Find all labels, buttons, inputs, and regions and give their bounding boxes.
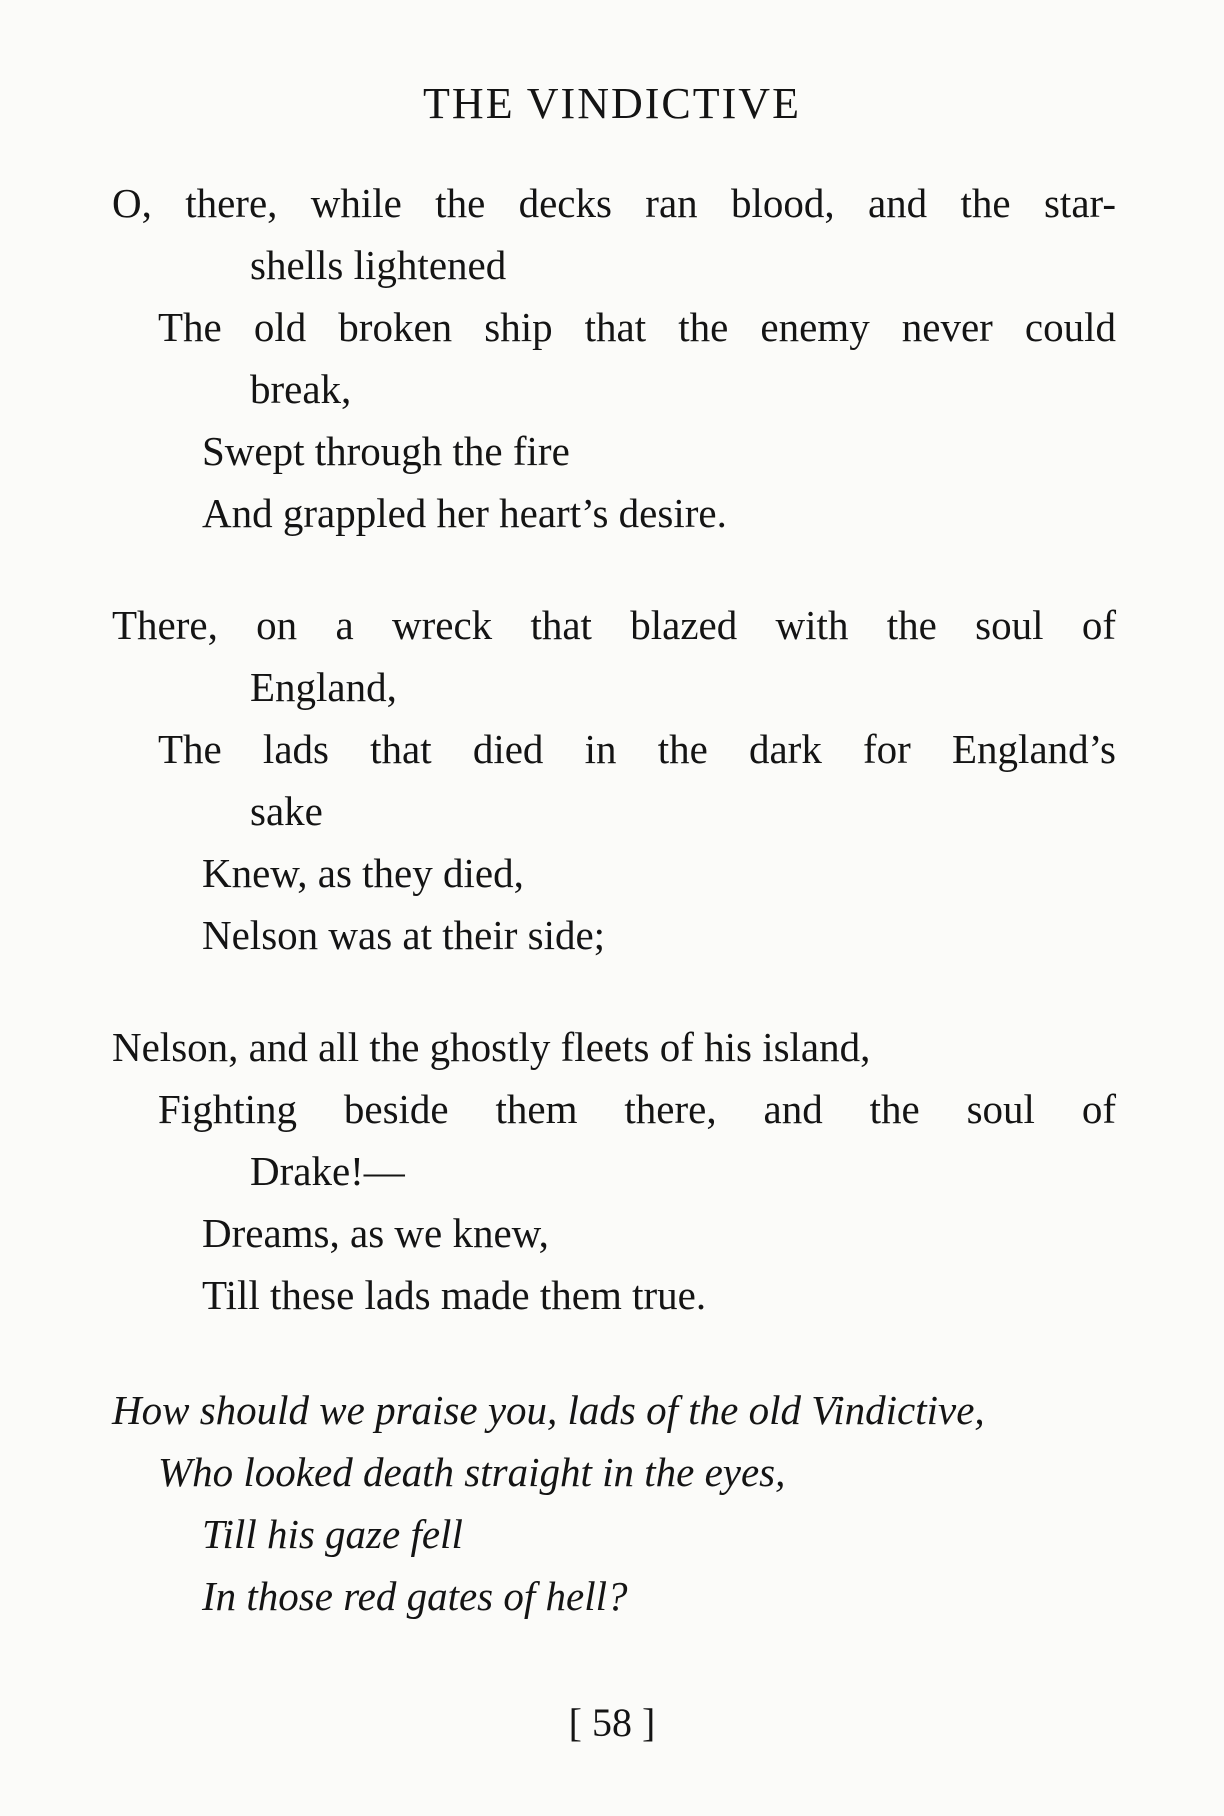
verse-line: sake bbox=[250, 788, 323, 834]
verse-line: And grappled her heart’s desire. bbox=[202, 490, 727, 536]
verse-line: Who looked death straight in the eyes, bbox=[158, 1449, 786, 1495]
verse-line: Drake!— bbox=[250, 1148, 405, 1194]
verse-line: Knew, as they died, bbox=[202, 850, 524, 896]
verse-line: Till these lads made them true. bbox=[202, 1272, 707, 1318]
verse-line: shells lightened bbox=[250, 242, 507, 288]
verse-line: The lads that died in the dark for England’s bbox=[158, 726, 1116, 772]
running-title: THE VINDICTIVE bbox=[423, 79, 801, 128]
verse-line: Nelson was at their side; bbox=[202, 912, 606, 958]
page-number: [ 58 ] bbox=[568, 1700, 656, 1745]
verse-line: How should we praise you, lads of the old Vindictive, bbox=[112, 1387, 985, 1433]
verse-line: Dreams, as we knew, bbox=[202, 1210, 549, 1256]
verse-line: break, bbox=[250, 366, 352, 412]
verse-line: Swept through the fire bbox=[202, 428, 570, 474]
verse-line: Till his gaze fell bbox=[202, 1511, 463, 1557]
verse-line: O, there, while the decks ran blood, and the star- bbox=[112, 180, 1116, 226]
verse-line: Fighting beside them there, and the soul of bbox=[158, 1086, 1116, 1132]
verse-line: England, bbox=[250, 664, 397, 710]
verse-line: In those red gates of hell? bbox=[202, 1573, 628, 1619]
verse-line: There, on a wreck that blazed with the soul of bbox=[112, 602, 1116, 648]
verse-line: The old broken ship that the enemy never could bbox=[158, 304, 1116, 350]
verse-line: Nelson, and all the ghostly fleets of his island, bbox=[112, 1024, 871, 1070]
